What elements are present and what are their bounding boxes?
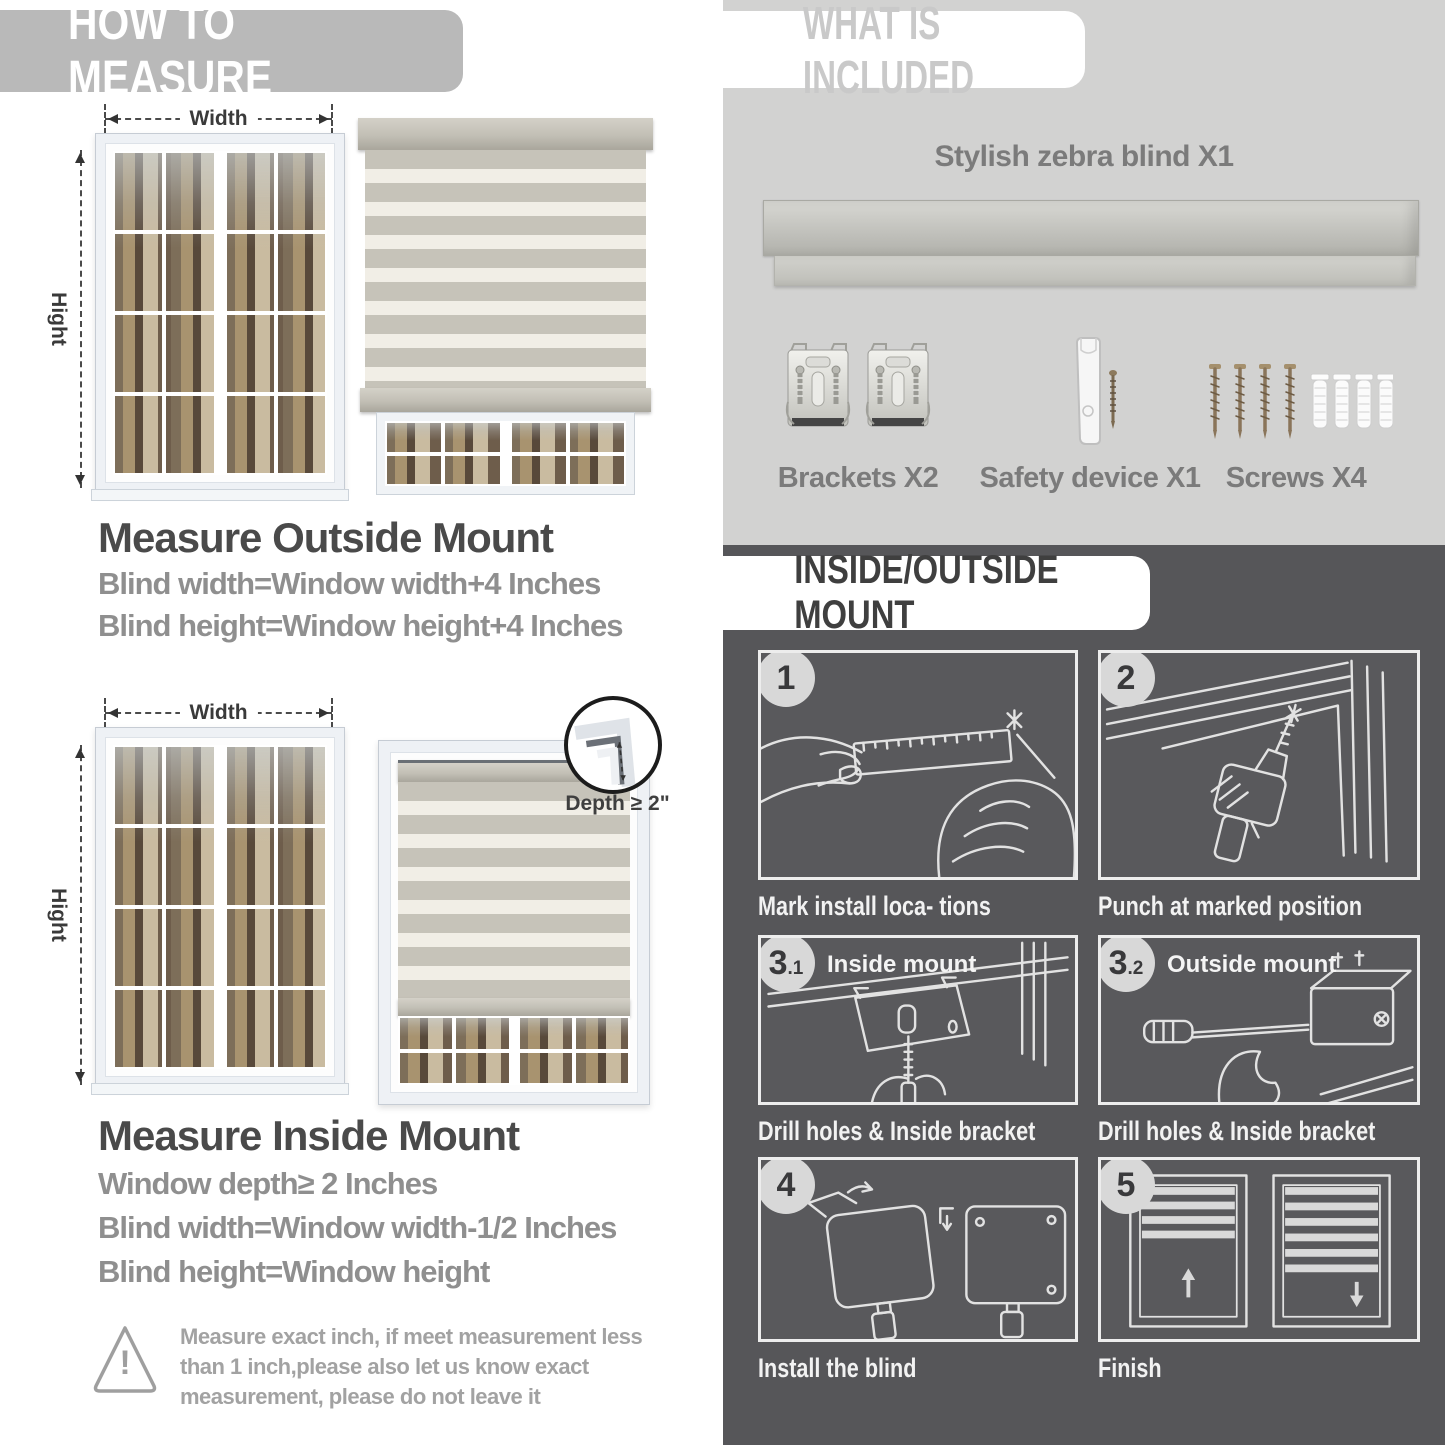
blind-headrail <box>358 118 653 150</box>
depth-label: Depth ≥ 2" <box>565 792 670 815</box>
zebra-blind-outside-mount <box>358 118 653 495</box>
step-3-1-badge: 3 .1 <box>758 935 815 992</box>
what-is-included-section <box>723 0 1445 545</box>
inside-outside-mount-title: INSIDE/OUTSIDE MOUNT <box>794 548 1059 637</box>
window-door-left <box>113 151 216 475</box>
warning-exclamation: ! <box>119 1344 131 1382</box>
safety-device-icon <box>1053 335 1128 450</box>
outside-mount-line2: Blind height=Window height+4 Inches <box>98 608 623 643</box>
how-to-measure-title: HOW TO MEASURE <box>68 0 273 105</box>
step-4-panel <box>758 1157 1078 1342</box>
step-1-caption: Mark install loca- tions <box>758 891 991 921</box>
step-4-caption: Install the blind <box>758 1353 917 1383</box>
safety-device-label: Safety device X1 <box>979 462 1201 494</box>
step-5-badge: 5 <box>1098 1157 1155 1214</box>
inside-mount-line3: Blind height=Window height <box>98 1254 490 1289</box>
what-is-included-title: WHAT IS INCLUDED <box>802 0 975 103</box>
width-dimension-arrow-2 <box>105 701 332 724</box>
step-1-badge: 1 <box>758 650 815 707</box>
height-dimension-arrow-2 <box>47 745 82 1085</box>
blind-headrail-product <box>763 200 1419 256</box>
window-bottom-visible-inside <box>398 1016 630 1085</box>
what-is-included-header <box>723 0 1085 103</box>
step-3-2 <box>1098 935 1420 1147</box>
width-label-2: Width <box>179 699 257 727</box>
frame-corner-detail <box>568 700 658 790</box>
height-dimension-arrow <box>47 150 82 488</box>
step-3-2-panel <box>1098 935 1420 1105</box>
step-1-panel <box>758 650 1078 880</box>
step-5 <box>1098 1157 1420 1384</box>
step-2-caption: Punch at marked position <box>1098 891 1363 921</box>
screws-icon <box>1203 360 1393 455</box>
brackets-label: Brackets X2 <box>777 462 939 494</box>
window-door-right <box>225 151 328 475</box>
height-label: Hight <box>46 284 70 354</box>
depth-detail-magnifier-icon <box>564 696 662 794</box>
step-3-2-caption: Drill holes & Inside bracket <box>1098 1116 1376 1146</box>
step-2-panel <box>1098 650 1420 880</box>
window-illustration-inside <box>95 727 345 1087</box>
window-illustration-outside <box>95 133 345 493</box>
step-3-1-caption: Drill holes & Inside bracket <box>758 1116 1036 1146</box>
outside-mount-line1: Blind width=Window width+4 Inches <box>98 566 601 601</box>
inside-outside-mount-header <box>723 548 1150 637</box>
blind-bottom-rail-inside <box>398 998 630 1016</box>
step-2 <box>1098 650 1420 922</box>
step-2-badge: 2 <box>1098 650 1155 707</box>
warning-note: Measure exact inch, if meet measurement less than 1 inch,please also let us know exact measurement, please do not leave it <box>180 1324 643 1409</box>
step-3-2-label: Outside mount <box>1167 951 1337 978</box>
step-5-panel <box>1098 1157 1420 1342</box>
brackets-icon <box>783 340 933 440</box>
inside-mount-line1: Window depth≥ 2 Inches <box>98 1166 438 1201</box>
product-name: Stylish zebra blind X1 <box>934 140 1234 173</box>
how-to-measure-header <box>0 0 463 105</box>
step-3-1-panel <box>758 935 1078 1105</box>
outside-mount-heading: Measure Outside Mount <box>98 514 554 561</box>
step-1 <box>758 650 1078 922</box>
step-5-caption: Finish <box>1098 1353 1162 1383</box>
blind-bottomrail-product <box>774 256 1416 286</box>
width-dimension-arrow <box>105 107 332 130</box>
window-glass <box>113 151 327 475</box>
step-4-badge: 4 <box>758 1157 815 1214</box>
window-sill <box>91 489 349 501</box>
window-bottom-visible <box>376 412 635 495</box>
blind-bottom-rail <box>360 388 651 412</box>
width-label: Width <box>179 105 257 133</box>
step-4 <box>758 1157 1078 1384</box>
inside-mount-heading: Measure Inside Mount <box>98 1112 520 1159</box>
inside-mount-line2: Blind width=Window width-1/2 Inches <box>98 1210 617 1245</box>
screws-label: Screws X4 <box>1225 462 1367 494</box>
step-3-2-badge: 3 .2 <box>1098 935 1155 992</box>
blind-shade <box>365 150 646 388</box>
warning-icon <box>92 1322 158 1396</box>
height-label-2: Hight <box>46 880 70 950</box>
inside-outside-mount-section <box>723 545 1445 1445</box>
step-3-1 <box>758 935 1078 1147</box>
step-3-1-label: Inside mount <box>827 951 977 978</box>
